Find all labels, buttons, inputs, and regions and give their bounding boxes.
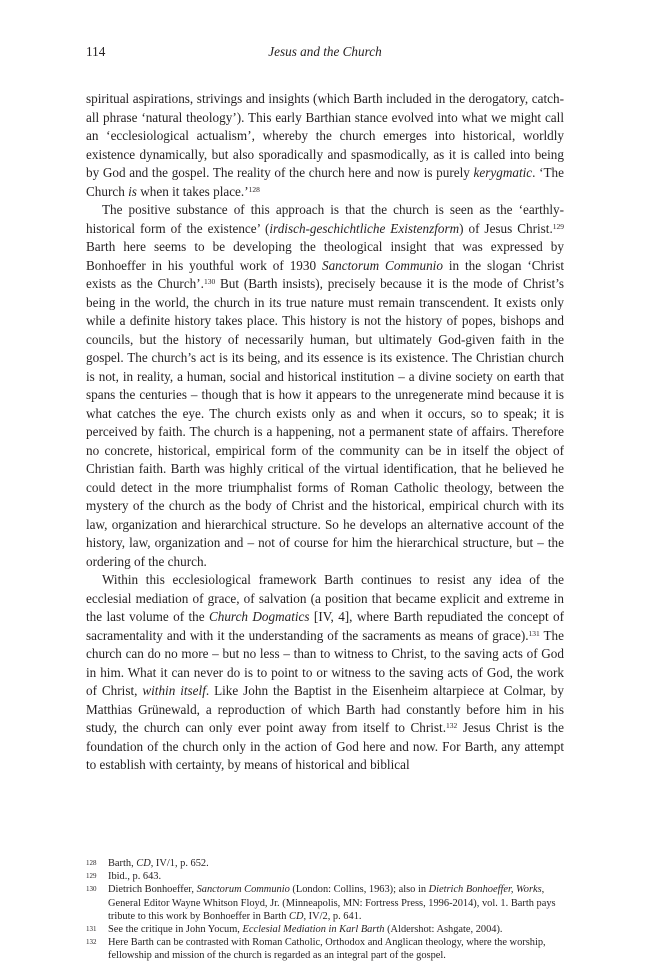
text-run: Within this ecclesiological framework Barth continues to resist any idea of the ecclesial mediation of grace, of salvation (a position that became explicit and extreme in the last volume of the: [86, 572, 564, 624]
footnote-number: 129: [86, 872, 97, 881]
page-number: 114: [86, 44, 106, 59]
footnote-ref: 128: [248, 184, 260, 194]
footnote-number: 130: [86, 885, 97, 894]
text-run: , General Editor Wayne Whitson Floyd, Jr. (Minneapolis, MN: Fortress Press, 1996-2014), vol. 1. Barth pays tribute to this work by Bonhoeffer in Barth: [108, 884, 556, 922]
footnote-ref: 130: [203, 277, 216, 286]
body-text: [86, 90, 564, 775]
footnote-number: 132: [86, 938, 97, 947]
page-header: [86, 44, 564, 62]
text-run: Barth here seems to be developing the theological insight that was expressed by Bonhoeffer in his youthful work of 1930: [86, 239, 564, 273]
footnote-ref: 131: [528, 628, 540, 638]
text-run: The church can do no more – but no less – than to witness to Christ, to the saving acts of God in him. What it can never do is to point to or witness to the saving acts of God, the work of Christ,: [86, 627, 564, 698]
text-run: (Aldershot: Ashgate, 2004).: [384, 924, 503, 936]
italic-text: Sanctorum Communio: [196, 884, 290, 896]
paragraph: [86, 201, 564, 571]
text-run: Dietrich Bonhoeffer,: [108, 884, 197, 896]
footnote-ref: 132: [446, 721, 458, 730]
text-run: when it takes place.’: [136, 183, 249, 199]
italic-text: Church Dogmatics: [208, 609, 310, 624]
italic-text: within itself: [142, 683, 206, 698]
text-run: , IV/1, p. 652.: [150, 858, 209, 869]
text-run: The positive substance of this approach is that the church is seen as the ‘earthly-historical form of the existence’ (: [86, 202, 564, 236]
text-run: (London: Collins, 1963); also in: [289, 884, 429, 896]
italic-text: Dietrich Bonhoeffer, Works: [428, 884, 542, 896]
footnote: [86, 870, 564, 883]
italic-text: is: [128, 183, 137, 199]
footnote-number: 128: [86, 859, 97, 867]
italic-text: kerygmatic: [473, 165, 533, 180]
text-run: spiritual aspirations, strivings and insights (which Barth included in the derogatory, catch-all phrase ‘natural theology’). This early Barthian stance evolved into what we might call an ‘ecclesiological actualism’, whereby the church emerges into historical, worldly existence dynamically, but also sporadically and spasmodically, as it is called into being by God and the gospel. The reality of the church here and now is purely: [86, 91, 564, 180]
footnote: [86, 883, 564, 923]
text-run: in the slogan ‘Christ exists as the Church’.: [86, 257, 564, 291]
text-run: But (Barth insists), precisely because it is the mode of Christ’s being in the world, the church in its true nature must remain transcendent. It exists only while a definite history takes place. This history is not the history of popes, bishops and councils, but the history of necessarily human, but ultimately God-given faith in the gospel. The church’s act is its being, and its essence is its existence. The Christian church is not, in reality, a human, social and historical institution – a divine society on earth that spans the centuries – though that is how it appears to the unregenerate mind because it is what catches the eye. The church exists only as and when it occurs, so to speak; it is perceived by faith. The church is a happening, not a permanent state of affairs. Therefore no concrete, historical, empirical form of the community can be in itself the object of Christian faith. Barth was highly critical of the virtual identification, that he believed he could detect in the more triumphalist forms of Roman Catholic theology, between the mystery of the church as the body of Christ and the historical, empirical church with its law, organization and hierarchical structure. So he develops an alternative account of the history, law, organization and – not of course for him the hierarchical structure, but – the ordering of the church.: [86, 276, 564, 569]
paragraph: [86, 571, 564, 775]
footnotes: [86, 857, 564, 963]
footnote: [86, 857, 564, 870]
italic-text: irdisch-geschichtliche Existenzform: [269, 220, 460, 236]
text-run: . Like John the Baptist in the Eisenheim altarpiece at Colmar, by Matthias Grünewald, a reproduction of which Barth had constantly before him in his study, the church can only ever point away from itself to Christ.: [86, 683, 564, 735]
italic-text: CD: [289, 910, 304, 922]
italic-text: CD: [136, 858, 151, 869]
footnote: [86, 923, 564, 936]
text-run: [IV, 4], where Barth repudiated the concept of sacramentality and with it the understanding of the sacraments as means of grace).: [86, 609, 564, 643]
text-run: Barth,: [108, 858, 137, 869]
footnote: [86, 936, 564, 962]
paragraph: [86, 90, 564, 201]
text-run: ) of Jesus Christ.: [459, 220, 553, 236]
footnote-ref: 129: [552, 221, 565, 231]
text-run: See the critique in John Yocum,: [108, 924, 243, 936]
text-run: Ibid., p. 643.: [108, 871, 162, 883]
italic-text: Ecclesial Mediation in Karl Barth: [242, 924, 385, 936]
text-run: Here Barth can be contrasted with Roman Catholic, Orthodox and Anglican theology, where the worship, fellowship and mission of the church is regarded as an integral part of the gospel.: [108, 937, 546, 962]
running-head: Jesus and the Church: [268, 44, 382, 59]
italic-text: Sanctorum Communio: [321, 257, 443, 273]
text-run: . ‘The Church: [86, 165, 564, 199]
footnote-number: 131: [86, 925, 97, 934]
text-run: , IV/2, p. 641.: [303, 910, 362, 922]
text-run: Jesus Christ is the foundation of the church only in the action of God here and now. For Barth, any attempt to establish with certainty, by means of historical and biblical: [86, 720, 564, 772]
